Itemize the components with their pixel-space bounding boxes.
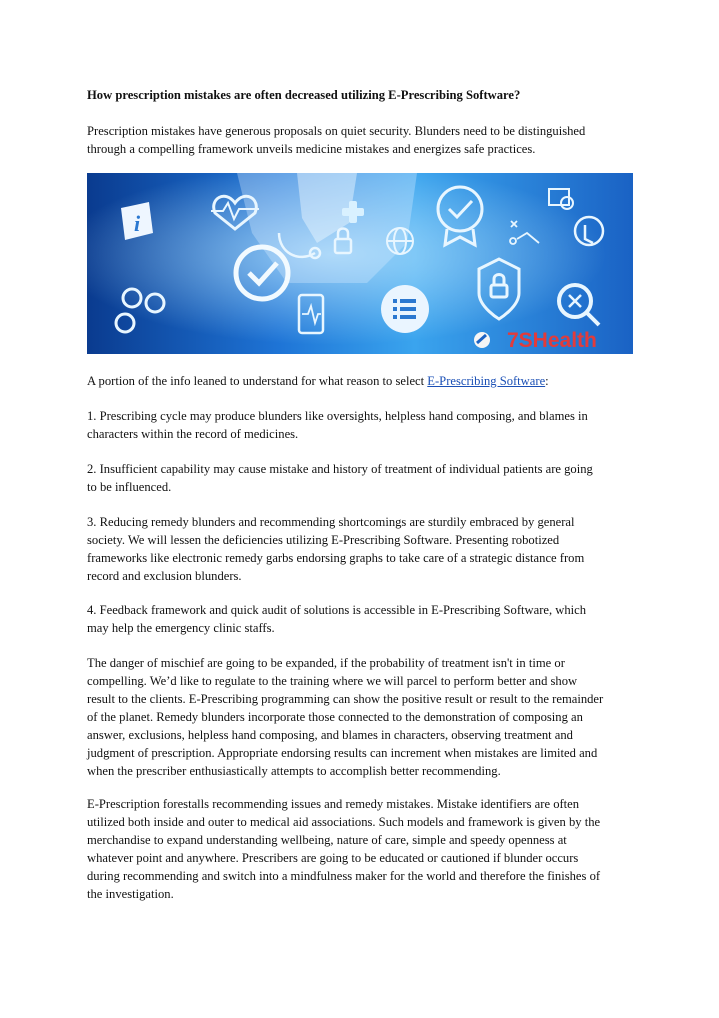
- point-line: 1. Prescribing cycle may produce blunders like oversights, helpless hand composing, and blames in: [87, 409, 588, 423]
- intro-paragraph: [87, 122, 635, 158]
- paragraph-line: of the planet. Remedy blunders incorporate those connected to the demonstration of composing an: [87, 710, 583, 724]
- danger-paragraph: [87, 654, 635, 780]
- paragraph-line: when the prescriber enthusiastically attempts to accomplish better recommending.: [87, 764, 501, 778]
- article-title: How prescription mistakes are often decreased utilizing E-Prescribing Software?: [87, 88, 521, 102]
- point-line: 3. Reducing remedy blunders and recommending shortcomings are sturdily embraced by general: [87, 515, 575, 529]
- point-line: characters within the record of medicines.: [87, 427, 299, 441]
- paragraph-line: whatever point and anywhere. Prescribers are going to be educated or cautioned if blunder occurs: [87, 851, 579, 865]
- point-line: 4. Feedback framework and quick audit of solutions is accessible in E-Prescribing Software, which: [87, 603, 587, 617]
- point-line: society. We will lessen the deficiencies utilizing E-Prescribing Software. Presenting robotized: [87, 533, 560, 547]
- point-4: [87, 601, 635, 637]
- paragraph-line: The danger of mischief are going to be expanded, if the probability of treatment isn't in time or: [87, 656, 565, 670]
- paragraph-line: compelling. We’d like to regulate to the training where we will parcel to perform better and show: [87, 674, 578, 688]
- paragraph-line: during recommending and switch into a mindfulness maker for the world and therefore the finishes of: [87, 869, 601, 883]
- reasons-intro: [87, 372, 635, 390]
- paragraph-line: result to the clients. E-Prescribing programming can show the positive result or result to the remainder: [87, 692, 604, 706]
- reasons-colon: :: [545, 374, 549, 388]
- paragraph-line: the investigation.: [87, 887, 174, 901]
- intro-line: Prescription mistakes have generous proposals on quiet security. Blunders need to be distinguished: [87, 124, 586, 138]
- list-icon: [381, 285, 429, 333]
- point-1: [87, 407, 635, 443]
- e-prescribing-software-link[interactable]: E-Prescribing Software: [427, 374, 546, 388]
- paragraph-line: judgment of prescription. Appropriate endorsing results can increment when mistakes are limited and: [87, 746, 598, 760]
- paragraph-line: utilized both inside and outer to medical aid associations. Such models and framework is given by the: [87, 815, 601, 829]
- hero-image: [87, 173, 633, 354]
- point-line: to be influenced.: [87, 480, 172, 494]
- point-2: [87, 460, 635, 496]
- point-line: may help the emergency clinic staffs.: [87, 621, 275, 635]
- point-line: 2. Insufficient capability may cause mistake and history of treatment of individual patients are going: [87, 462, 593, 476]
- point-line: record and exclusion blunders.: [87, 569, 242, 583]
- svg-text:7SHealth: 7SHealth: [507, 329, 597, 352]
- paragraph-line: answer, exclusions, helpless hand composing, and blames in characters, observing treatment and: [87, 728, 573, 742]
- paragraph-line: merchandise to expand understanding wellbeing, nature of care, simple and speedy openness at: [87, 833, 567, 847]
- paragraph-line: E-Prescription forestalls recommending issues and remedy mistakes. Mistake identifiers are often: [87, 797, 580, 811]
- point-line: frameworks like electronic remedy garbs endorsing graphs to take care of a strategic distance from: [87, 551, 585, 565]
- intro-line: through a compelling framework unveils medicine mistakes and energizes safe practices.: [87, 142, 536, 156]
- svg-text:i: i: [134, 211, 141, 236]
- reasons-lead-text: A portion of the info leaned to understand for what reason to select: [87, 374, 428, 388]
- point-3: [87, 513, 635, 585]
- final-paragraph: [87, 795, 635, 903]
